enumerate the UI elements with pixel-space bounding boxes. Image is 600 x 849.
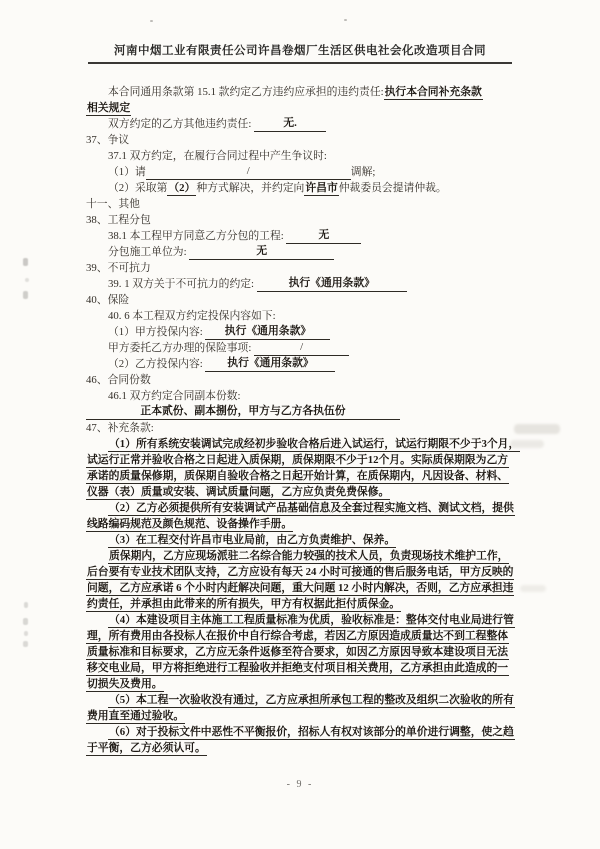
contract-line bbox=[86, 276, 530, 292]
contract-line bbox=[86, 628, 530, 644]
document-title: 河南中烟工业有限责任公司许昌卷烟厂生活区供电社会化改造项目合同 bbox=[114, 45, 486, 57]
filled-in-text: 理，所有费用由各投标人在报价中自行综合考虑，若因乙方原因造成质量达不到工程整体 bbox=[87, 630, 509, 642]
margin-smudge bbox=[25, 278, 29, 282]
margin-smudge bbox=[24, 602, 28, 608]
filled-in-text: （2） bbox=[168, 182, 196, 194]
contract-text: 46、合同份数 bbox=[86, 374, 151, 386]
contract-text: 46.1 双方约定合同副本份数: bbox=[108, 390, 241, 402]
contract-line bbox=[86, 292, 530, 308]
filled-in-text: 无. bbox=[254, 116, 326, 132]
contract-text: 双方约定的乙方其他违约责任: bbox=[108, 118, 255, 130]
filled-in-text: 线路编码规范及颜色规范、设备操作手册。 bbox=[87, 518, 293, 530]
contract-line bbox=[86, 660, 530, 676]
contract-text: 调解; bbox=[350, 166, 376, 178]
contract-line bbox=[86, 228, 530, 244]
contract-line bbox=[86, 580, 530, 596]
filled-in-text: 问题，乙方应承诺 6 个小时内赶解决问题，重大问题 12 小时内解决，否则，乙方应承担违 bbox=[87, 582, 514, 594]
filled-in-text: 后台要有专业技术团队支持，乙方应设有每天 24 小时可接通的售后服务电话，甲方反映的 bbox=[87, 566, 514, 578]
margin-smudge bbox=[24, 631, 28, 636]
filled-in-text: 许昌市 bbox=[305, 182, 338, 194]
filled-in-text: 执行《通用条款》 bbox=[205, 356, 335, 372]
contract-line bbox=[86, 516, 530, 532]
margin-smudge bbox=[23, 258, 28, 266]
document-body bbox=[86, 84, 530, 756]
filled-in-text: 无 bbox=[286, 228, 361, 244]
contract-line bbox=[86, 388, 530, 404]
filled-in-text: 移交电业局，甲方将拒绝进行工程验收并拒绝支付项目相关费用，乙方承担由此造成的一 bbox=[87, 662, 509, 674]
contract-line bbox=[86, 100, 530, 116]
contract-text: 39. 1 双方关于不可抗力的约定: bbox=[108, 278, 257, 290]
contract-line bbox=[86, 164, 530, 180]
filled-in-text: 执行本合同补充条款 bbox=[384, 86, 482, 98]
filled-in-text: 正本贰份、副本捌份，甲方与乙方各执伍份 bbox=[86, 404, 400, 420]
contract-text: 37、争议 bbox=[86, 134, 130, 146]
filled-in-text: / bbox=[146, 164, 351, 180]
page-number: - 9 - bbox=[286, 779, 314, 790]
filled-in-text: （2）乙方必须提供所有安装调试产品基础信息及全套过程实施文档、测试文档，提供 bbox=[109, 502, 514, 514]
contract-line bbox=[86, 596, 530, 612]
document-lines bbox=[86, 84, 530, 756]
filled-in-text: （3）在工程交付许昌市电业局前，由乙方负责维护、保养。 bbox=[109, 534, 396, 546]
contract-text: 40. 6 本工程双方约定投保内容如下: bbox=[108, 310, 276, 322]
scan-smudge bbox=[514, 424, 560, 434]
filled-in-text: 约责任，并承担由此带来的所有损失，甲方有权据此拒付质保金。 bbox=[87, 598, 401, 610]
contract-text: 种方式解决，并约定向 bbox=[196, 182, 305, 194]
contract-text: 本合同通用条款第 15.1 款约定乙方违约应承担的违约责任: bbox=[108, 86, 384, 98]
contract-text: 分包施工单位为: bbox=[108, 246, 190, 258]
filled-in-text: 执行《通用条款》 bbox=[205, 324, 330, 340]
contract-text: 39、不可抗力 bbox=[86, 262, 151, 274]
contract-text: （1）请 bbox=[108, 166, 146, 178]
contract-line bbox=[86, 180, 530, 196]
filled-in-text: 仪器（表）质量或安装、调试质量问题，乙方应负责免费保修。 bbox=[87, 486, 390, 498]
filled-in-text: 切损失及费用。 bbox=[87, 678, 163, 690]
contract-line bbox=[86, 356, 530, 372]
contract-text: 甲方委托乙方办理的保险事项: bbox=[108, 342, 255, 354]
contract-line bbox=[86, 260, 530, 276]
contract-line bbox=[86, 644, 530, 660]
contract-text: 40、保险 bbox=[86, 294, 130, 306]
contract-line bbox=[86, 212, 530, 228]
contract-line bbox=[86, 116, 530, 132]
contract-line bbox=[86, 564, 530, 580]
contract-text: 38、工程分包 bbox=[86, 214, 151, 226]
filled-in-text: 于平衡，乙方必须认可。 bbox=[87, 742, 206, 754]
contract-line bbox=[86, 132, 530, 148]
contract-line bbox=[86, 740, 530, 756]
contract-text: 十一、其他 bbox=[86, 198, 140, 210]
contract-line bbox=[86, 196, 530, 212]
contract-text: （1）甲方投保内容: bbox=[108, 326, 206, 338]
scan-speck bbox=[150, 20, 153, 22]
contract-line bbox=[86, 84, 530, 100]
filled-in-text: 质保期内，乙方应现场派驻二名综合能力较强的技术人员，负责现场技术维护工作， bbox=[109, 550, 509, 562]
contract-line bbox=[86, 404, 530, 420]
scan-smudge bbox=[510, 440, 544, 448]
filled-in-text: 质量标准和目标要求，乙方应无条件返修至符合要求，如因乙方原因导致本建设项目无法 bbox=[87, 646, 509, 658]
filled-in-text: 试运行正常并验收合格之日起进入质保期，质保期限不少于12个月。实际质保期限为乙方 bbox=[87, 454, 509, 466]
filled-in-text: 承诺的质量保修期，质保期自验收合格之日起开始计算，在质保期内，凡因设备、材料、 bbox=[87, 470, 509, 482]
scan-smudge bbox=[520, 585, 546, 592]
contract-text: 38.1 本工程甲方同意乙方分包的工程: bbox=[108, 230, 287, 242]
contract-text: （2）采取第 bbox=[108, 182, 168, 194]
contract-line bbox=[86, 420, 530, 436]
contract-text: （2）乙方投保内容: bbox=[108, 358, 206, 370]
filled-in-text: / bbox=[254, 340, 349, 356]
contract-text: 仲裁委员会提请仲裁。 bbox=[338, 182, 447, 194]
contract-line bbox=[86, 708, 530, 724]
contract-line bbox=[86, 244, 530, 260]
contract-text: 47、补充条款: bbox=[86, 422, 154, 434]
contract-text: 37.1 双方约定，在履行合同过程中产生争议时: bbox=[108, 150, 327, 162]
filled-in-text: 执行《通用条款》 bbox=[257, 276, 407, 292]
contract-line bbox=[86, 436, 530, 452]
filled-in-text: （1）所有系统安装调试完成经初步验收合格后进入试运行，试运行期限不少于3个月， bbox=[109, 438, 520, 450]
contract-line bbox=[86, 548, 530, 564]
filled-in-text: 费用直至通过验收。 bbox=[87, 710, 185, 722]
filled-in-text: （4）本建设项目主体施工工程质量标准为优质，验收标准是：整体交付电业局进行管 bbox=[109, 614, 514, 626]
document-header bbox=[88, 0, 512, 64]
contract-line bbox=[86, 692, 530, 708]
contract-line bbox=[86, 452, 530, 468]
margin-smudge bbox=[23, 641, 28, 647]
scan-speck bbox=[344, 19, 347, 21]
filled-in-text: 无 bbox=[189, 244, 334, 260]
contract-line bbox=[86, 324, 530, 340]
contract-line bbox=[86, 676, 530, 692]
filled-in-text: （6）对于投标文件中恶性不平衡报价，招标人有权对该部分的单价进行调整，使之趋 bbox=[109, 726, 514, 738]
margin-smudge bbox=[23, 618, 28, 625]
contract-line bbox=[86, 532, 530, 548]
contract-line bbox=[86, 308, 530, 324]
filled-in-text: （5）本工程一次验收没有通过，乙方应承担所承包工程的整改及组织二次验收的所有 bbox=[109, 694, 514, 706]
contract-line bbox=[86, 724, 530, 740]
contract-line bbox=[86, 612, 530, 628]
contract-line bbox=[86, 148, 530, 164]
contract-line bbox=[86, 468, 530, 484]
filled-in-text: 相关规定 bbox=[87, 102, 131, 114]
contract-line bbox=[86, 340, 530, 356]
margin-smudge bbox=[23, 291, 28, 299]
contract-line bbox=[86, 372, 530, 388]
contract-line bbox=[86, 484, 530, 500]
contract-line bbox=[86, 500, 530, 516]
